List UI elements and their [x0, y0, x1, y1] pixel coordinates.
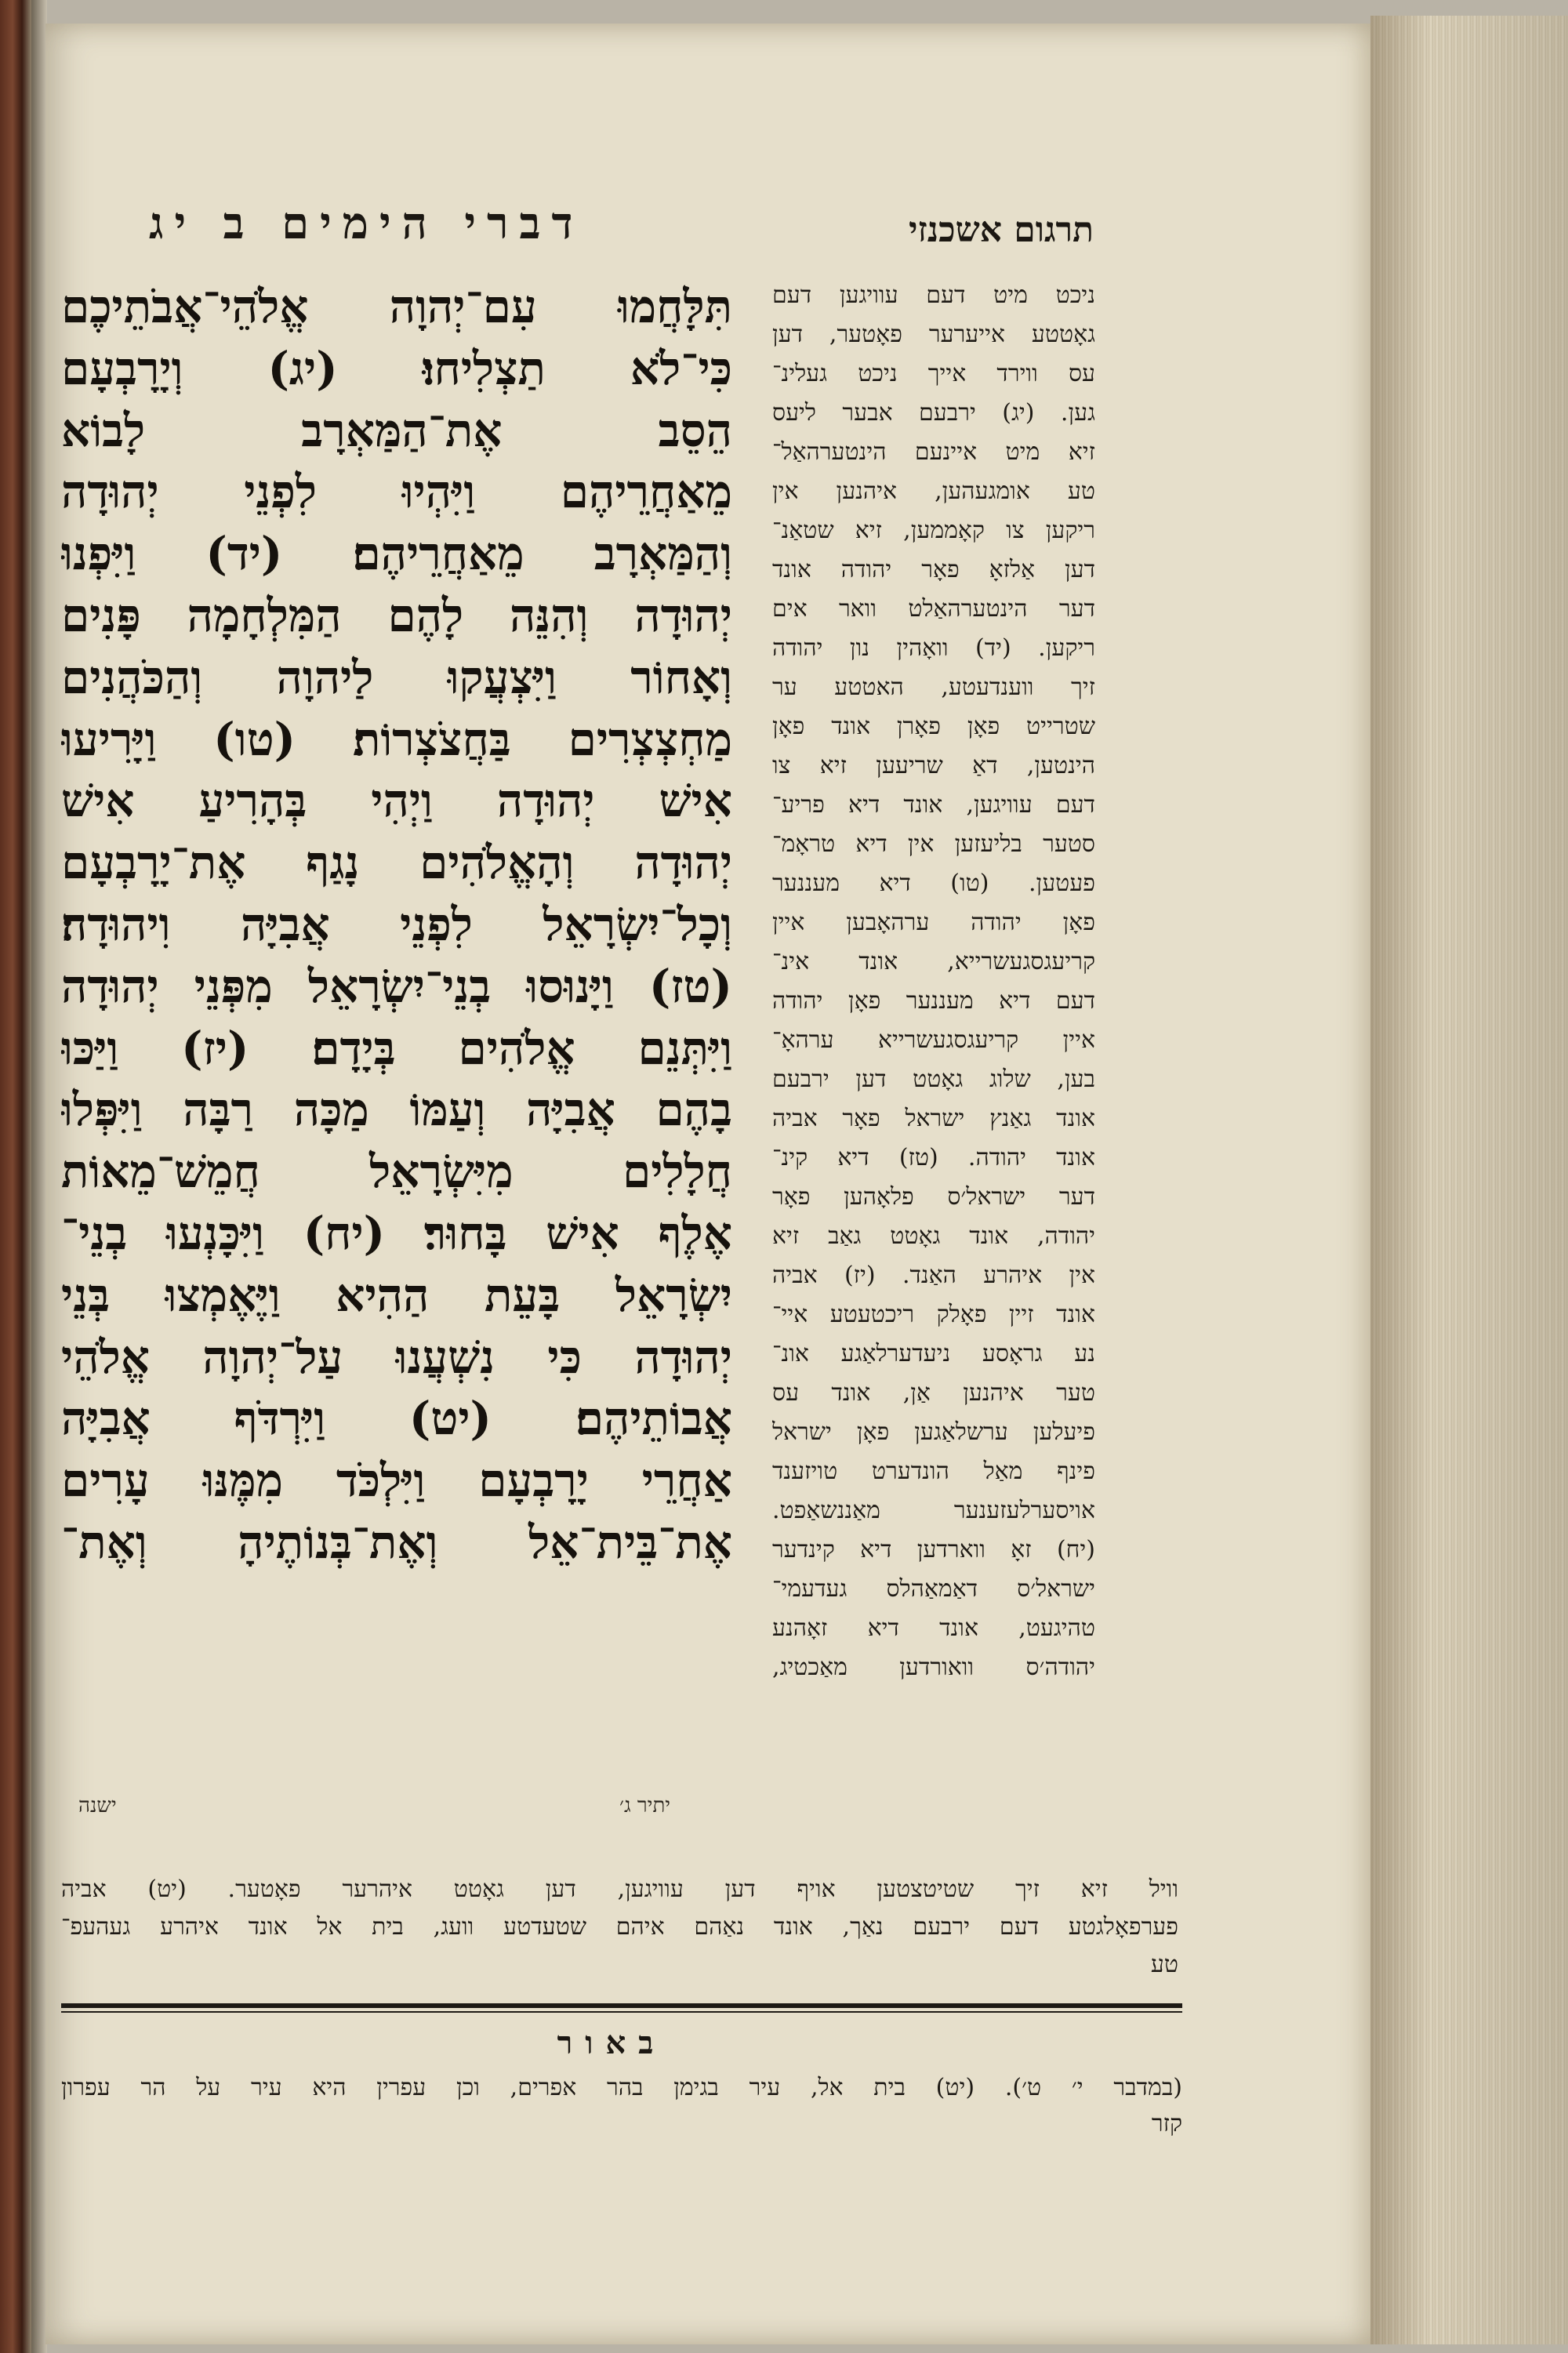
targum-line: פיעלען ערשלאַגען פאָן ישראל [772, 1418, 1095, 1446]
bible-line: יִשְׂרָאֵל בָּעֵת הַהִיא וַיֶּאֶמְצוּ בְּנֵי [61, 1268, 732, 1322]
targum-line: איין קריעגסגעשרייא ערהאָ־ [772, 1026, 1095, 1054]
page-edges-shade [1370, 16, 1568, 2344]
page-gutter [31, 0, 47, 2353]
targum-line: טע אומגעהען, איהנען אין [772, 477, 1095, 505]
targum-line: אונד גאַנץ ישראל פאָר אביה [772, 1105, 1095, 1132]
bible-line: בָהֶם אֲבִיָּה וְעַמּוֹ מַכָּה רַבָּה וַיִּפְּלוּ [61, 1083, 732, 1137]
targum-line: בען, שלוג גאָטט דען ירבעם [772, 1066, 1095, 1093]
running-head-book: דברי הימים ב יג [149, 198, 584, 249]
signature-marks [78, 1794, 753, 1825]
targum-line: טהיגעט, אונד דיא זאָהנע [772, 1614, 1095, 1642]
targum-line: דעם עוויגען, אונד דיא פריע־ [772, 791, 1095, 819]
targum-line: דער ישראל׳ס פלאָהען פאָר [772, 1183, 1095, 1211]
targum-line: אונד יהודה. (טז) דיא קינ־ [772, 1144, 1095, 1171]
commentary-line: קזר [1151, 2110, 1182, 2137]
targum-line: אויסערלעזענער מאַננשאַפט. [772, 1497, 1095, 1524]
targum-line: ריקען צו קאָממען, זיא שטאַנ־ [772, 517, 1095, 544]
bible-line: וַיִּתְּנֵם אֱלֹהִים בְּיָדָם׃ (יז) וַיַּכּוּ [61, 1021, 732, 1075]
commentary-title: באור [557, 2024, 666, 2061]
bible-line: אֶלֶף אִישׁ בָּחוּר׃ (יח) וַיִּכָּנְעוּ בְנֵי־ [61, 1206, 732, 1260]
targum-line: סטער בליעזען אין דיא טראָמ־ [772, 830, 1095, 858]
commentary-text [61, 2070, 1182, 2156]
targum-line: קריעגסגעשרייא, אונד אינ־ [772, 948, 1095, 975]
separator-rule-thin [61, 2011, 1182, 2013]
targum-line: זיא מיט איינעם הינטערהאַל־ [772, 438, 1095, 466]
targum-continuation-line: טע [1150, 1951, 1178, 1978]
bible-line: יְהוּדָה כִּי נִשְׁעֲנוּ עַל־יְהוָה אֱלֹהֵי [61, 1330, 732, 1384]
bible-line: אֶת־בֵּית־אֵל וְאֶת־בְּנוֹתֶיהָ וְאֶת־ [61, 1515, 732, 1569]
bible-line: וְכָל־יִשְׂרָאֵל לִפְנֵי אֲבִיָּה וִיהוּדָה׃ [61, 897, 732, 951]
bible-line: מֵאַחֲרֵיהֶם וַיִּהְיוּ לִפְנֵי יְהוּדָה [61, 465, 732, 519]
targum-line: ישראל׳ס דאַמאַהלס געדעמי־ [772, 1575, 1095, 1603]
bible-line: אַחֲרֵי יָרָבְעָם וַיִּלְכֹּד מִמֶּנּוּ עָרִים [61, 1454, 732, 1508]
targum-line: גאָטטע אייערער פאָטער, דען [772, 321, 1095, 348]
bible-line: וְהַמַּאְרָב מֵאַחֲרֵיהֶם׃ (יד) וַיִּפְנוּ [61, 527, 732, 581]
bible-line: יְהוּדָה וְהִנֵּה לָהֶם הַמִּלְחָמָה פָּנִים [61, 588, 732, 642]
targum-line: אין איהרע האַנד. (יז) אביה [772, 1262, 1095, 1289]
targum-line: יהודה׳ס וואורדען מאַכטיג, [772, 1654, 1095, 1681]
bible-line: וְאָחוֹר וַיִּצְעֲקוּ לַיהוָה וְהַכֹּהֲנִים [61, 650, 732, 704]
targum-line: עס ווירד אייך ניכט געלינ־ [772, 360, 1095, 387]
targum-line: נע גראָסע ניעדערלאַגע אונ־ [772, 1340, 1095, 1367]
bible-line: הֵסֵב אֶת־הַמַּאְרָב לָבוֹא [61, 403, 732, 457]
bible-line: יְהוּדָה וְהָאֱלֹהִים נָגַף אֶת־יָרָבְעָם [61, 836, 732, 890]
targum-continuation-line: וויל זיא זיך שטיטצטען אויף דען עוויגען, דען גאָטט איהרער פאָטער. (יט) אביה [61, 1876, 1178, 1903]
signature-right: יתיר ג׳ [619, 1794, 671, 1817]
signature-left: ישנה [78, 1794, 117, 1817]
targum-line: פינף מאַל הונדערט טויזענד [772, 1458, 1095, 1485]
targum-line: שטרייט פאָן פאָרן אונד פאָן [772, 713, 1095, 740]
targum-line: דעם דיא מעננער פאָן יהודה [772, 987, 1095, 1015]
bible-line: מַחְצְצְרִים בַּחֲצֹצְרוֹת׃ (טו) וַיָּרִיעוּ [61, 712, 732, 766]
running-head-targum: תרגום אשכנזי [908, 210, 1094, 250]
book-binding [0, 0, 31, 2353]
targum-line: ניכט מיט דעם עוויגען דעם [772, 281, 1095, 309]
targum-line: יהודה, אונד גאָטט גאַב זיא [772, 1222, 1095, 1250]
targum-line: אונד זיין פאָלק ריכטעטע איי־ [772, 1301, 1095, 1328]
targum-line: פאָן יהודה ערהאָבען איין [772, 909, 1095, 936]
targum-line: הינטען, דאַ שריעען זיא צו [772, 752, 1095, 779]
targum-continuation [61, 1871, 1178, 1988]
bible-line: כִּי־לֹא תַצְלִיחוּ׃ (יג) וְיָרָבְעָם [61, 341, 732, 395]
bible-line: (טז) וַיָּנוּסוּ בְנֵי־יִשְׂרָאֵל מִפְּנֵי יְהוּדָה [61, 959, 732, 1013]
targum-line: דען אַלזאָ פאָר יהודה אונד [772, 556, 1095, 583]
targum-continuation-line: פערפאָלגטע דעם ירבעם נאַך, אונד נאַהם איהם שטעדטע וועג, בית אל אונד איהרע געהעפ־ [61, 1913, 1178, 1941]
targum-line: ריקען. (יד) וואָהין נון יהודה [772, 634, 1095, 662]
bible-line: אֲבוֹתֵיהֶם׃ (יט) וַיִּרְדֹּף אֲבִיָּה [61, 1392, 732, 1446]
targum-text-column [772, 276, 1095, 1844]
targum-line: פעטען. (טו) דיא מעננער [772, 870, 1095, 897]
bible-text-column [61, 276, 732, 1781]
targum-line: זיך ווענדעטע, האטטע ער [772, 674, 1095, 701]
targum-line: (יח) זאָ ווארדען דיא קינדער [772, 1536, 1095, 1563]
bible-line: תִּלָּחֲמוּ עִם־יְהוָה אֱלֹהֵי־אֲבֹתֵיכֶם [61, 280, 732, 333]
targum-line: דער הינטערהאַלט וואר אים [772, 595, 1095, 623]
bible-line: חֲלָלִים מִיִּשְׂרָאֵל חֲמֵשׁ־מֵאוֹת [61, 1145, 732, 1199]
targum-line: גען. (יג) ירבעם אבער ליעס [772, 399, 1095, 427]
separator-rule [61, 2003, 1182, 2008]
commentary-line: (במדבר י׳ ט׳). (יט) בית אל, עיר בגימן בהר אפרים, וכן עפרין היא עיר על הר עפרון [61, 2074, 1182, 2101]
bible-line: אִישׁ יְהוּדָה וַיְהִי בְּהָרִיעַ אִישׁ [61, 774, 732, 828]
targum-line: טער איהנען אַן, אונד עס [772, 1379, 1095, 1407]
